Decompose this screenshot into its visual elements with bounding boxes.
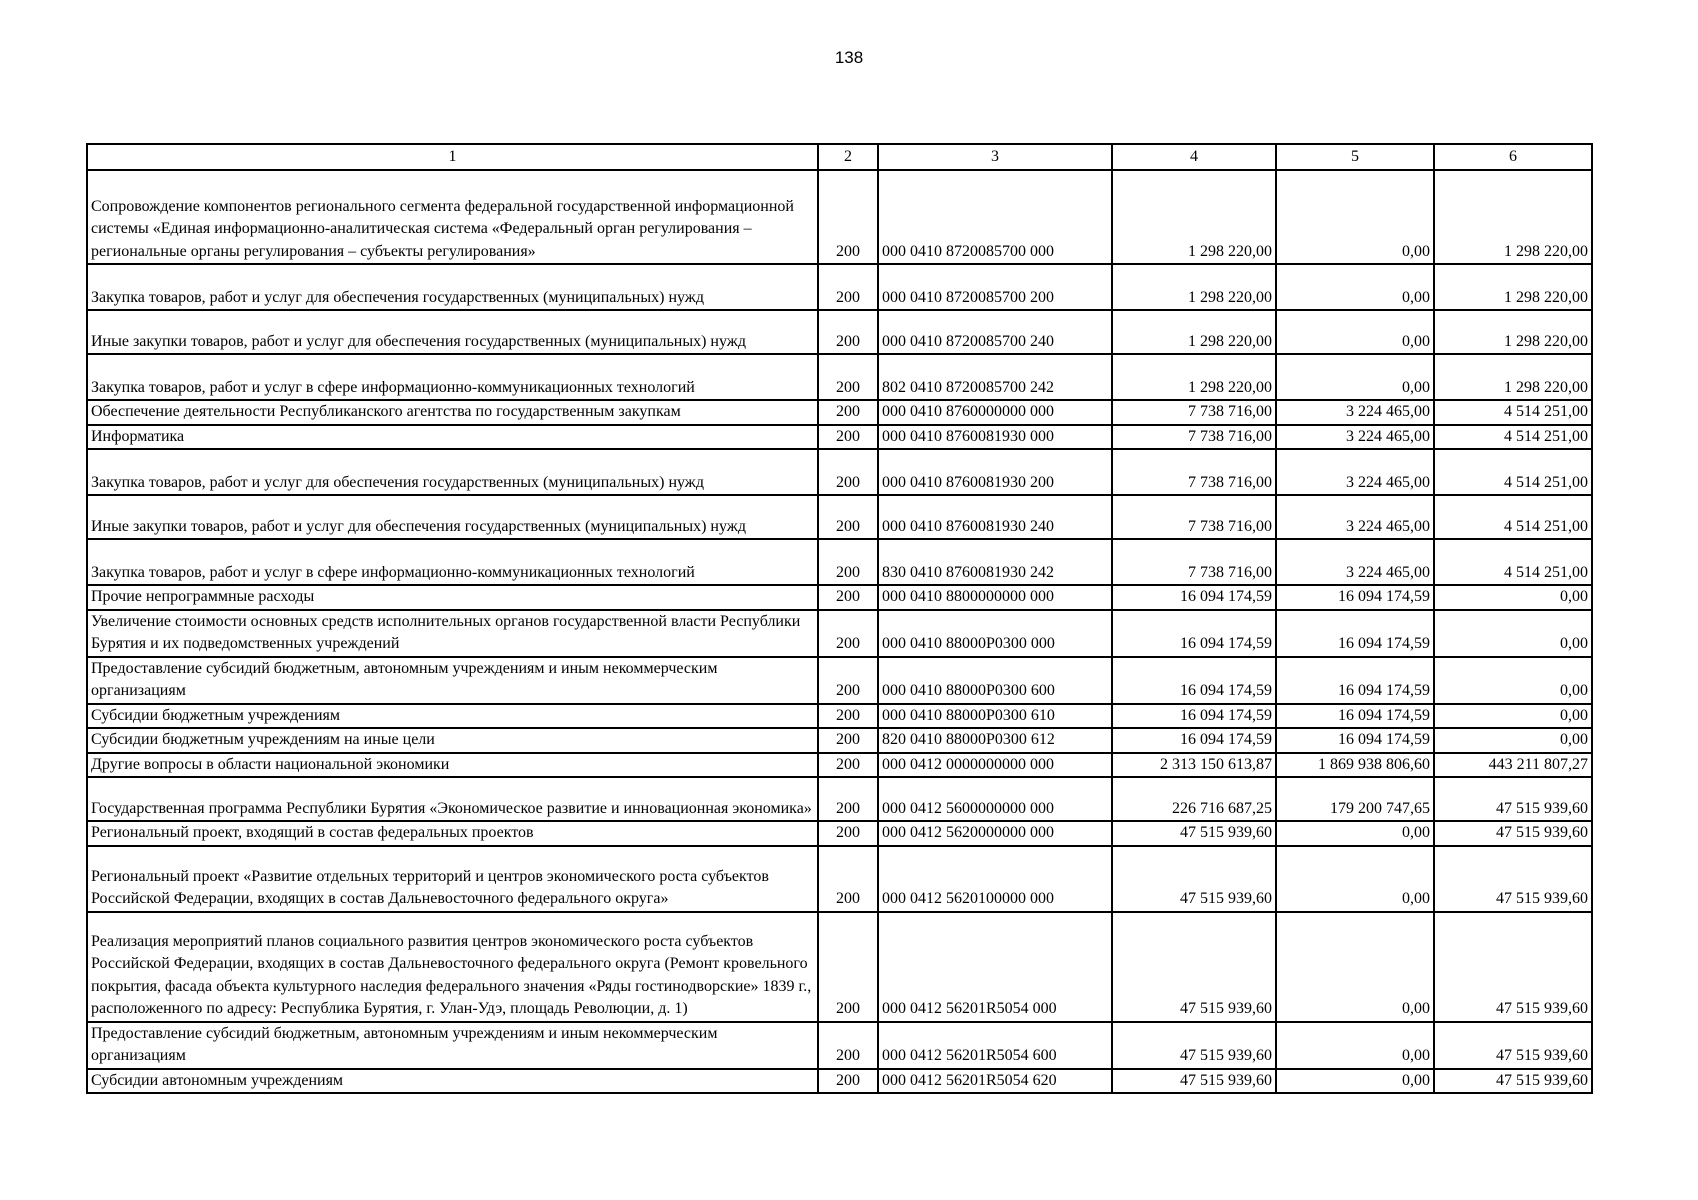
table-row	[87, 777, 1592, 821]
cell-description: Субсидии бюджетным учреждениям	[87, 704, 818, 729]
cell-code: 200	[818, 449, 878, 495]
table-row	[87, 310, 1592, 354]
cell-description: Государственная программа Республики Бурятия «Экономическое развитие и инновационная экономика»	[87, 777, 818, 821]
cell-amount-federal: 16 094 174,59	[1276, 657, 1434, 704]
cell-code: 200	[818, 495, 878, 539]
cell-budget-code: 802 0410 8720085700 242	[878, 354, 1112, 400]
cell-budget-code: 820 0410 88000Р0300 612	[878, 728, 1112, 753]
cell-budget-code: 000 0412 56201R5054 000	[878, 912, 1112, 1022]
cell-amount-republic: 0,00	[1434, 585, 1592, 610]
cell-amount-total: 16 094 174,59	[1112, 585, 1276, 610]
table-header	[87, 144, 1592, 170]
cell-amount-total: 47 515 939,60	[1112, 912, 1276, 1022]
table-row	[87, 449, 1592, 495]
cell-amount-republic: 47 515 939,60	[1434, 1069, 1592, 1094]
cell-budget-code: 000 0410 8760081930 200	[878, 449, 1112, 495]
cell-amount-republic: 47 515 939,60	[1434, 777, 1592, 821]
cell-budget-code: 000 0410 88000Р0300 600	[878, 657, 1112, 704]
cell-code: 200	[818, 777, 878, 821]
cell-description: Прочие непрограммные расходы	[87, 585, 818, 610]
cell-amount-total: 47 515 939,60	[1112, 846, 1276, 912]
cell-amount-total: 47 515 939,60	[1112, 1022, 1276, 1069]
cell-amount-total: 47 515 939,60	[1112, 1069, 1276, 1094]
cell-budget-code: 000 0410 88000Р0300 000	[878, 610, 1112, 657]
cell-code: 200	[818, 354, 878, 400]
cell-amount-republic: 4 514 251,00	[1434, 495, 1592, 539]
table-row	[87, 400, 1592, 425]
cell-description: Предоставление субсидий бюджетным, автономным учреждениям и иным некоммерческим организациям	[87, 657, 818, 704]
cell-amount-total: 1 298 220,00	[1112, 354, 1276, 400]
cell-description: Закупка товаров, работ и услуг в сфере информационно-коммуникационных технологий	[87, 539, 818, 585]
cell-code: 200	[818, 821, 878, 846]
cell-amount-federal: 0,00	[1276, 170, 1434, 264]
cell-amount-republic: 1 298 220,00	[1434, 354, 1592, 400]
cell-code: 200	[818, 846, 878, 912]
cell-amount-republic: 0,00	[1434, 610, 1592, 657]
cell-code: 200	[818, 610, 878, 657]
cell-amount-federal: 0,00	[1276, 310, 1434, 354]
column-header: 3	[878, 144, 1112, 170]
cell-amount-total: 16 094 174,59	[1112, 704, 1276, 729]
cell-budget-code: 000 0412 56201R5054 620	[878, 1069, 1112, 1094]
cell-code: 200	[818, 1069, 878, 1094]
cell-code: 200	[818, 728, 878, 753]
table-row	[87, 539, 1592, 585]
cell-description: Закупка товаров, работ и услуг для обеспечения государственных (муниципальных) нужд	[87, 264, 818, 310]
cell-amount-total: 16 094 174,59	[1112, 657, 1276, 704]
column-header: 5	[1276, 144, 1434, 170]
cell-amount-federal: 0,00	[1276, 912, 1434, 1022]
cell-amount-total: 1 298 220,00	[1112, 170, 1276, 264]
table-row	[87, 846, 1592, 912]
column-header: 4	[1112, 144, 1276, 170]
cell-amount-federal: 16 094 174,59	[1276, 610, 1434, 657]
page-number: 138	[834, 48, 864, 67]
cell-description: Субсидии автономным учреждениям	[87, 1069, 818, 1094]
cell-amount-republic: 4 514 251,00	[1434, 400, 1592, 425]
cell-amount-total: 47 515 939,60	[1112, 821, 1276, 846]
cell-amount-federal: 16 094 174,59	[1276, 704, 1434, 729]
cell-budget-code: 000 0410 8760081930 240	[878, 495, 1112, 539]
cell-code: 200	[818, 310, 878, 354]
cell-amount-republic: 443 211 807,27	[1434, 753, 1592, 778]
cell-amount-republic: 47 515 939,60	[1434, 1022, 1592, 1069]
cell-description: Субсидии бюджетным учреждениям на иные цели	[87, 728, 818, 753]
cell-description: Региональный проект, входящий в состав федеральных проектов	[87, 821, 818, 846]
cell-budget-code: 000 0412 0000000000 000	[878, 753, 1112, 778]
table-row	[87, 425, 1592, 450]
cell-amount-federal: 179 200 747,65	[1276, 777, 1434, 821]
cell-budget-code: 000 0412 5620100000 000	[878, 846, 1112, 912]
cell-amount-republic: 0,00	[1434, 728, 1592, 753]
header-row	[87, 144, 1592, 170]
cell-amount-federal: 3 224 465,00	[1276, 539, 1434, 585]
cell-amount-federal: 0,00	[1276, 264, 1434, 310]
cell-code: 200	[818, 753, 878, 778]
cell-amount-republic: 0,00	[1434, 657, 1592, 704]
cell-amount-republic: 4 514 251,00	[1434, 449, 1592, 495]
cell-amount-total: 2 313 150 613,87	[1112, 753, 1276, 778]
column-header: 1	[87, 144, 818, 170]
cell-budget-code: 000 0410 8800000000 000	[878, 585, 1112, 610]
cell-description: Обеспечение деятельности Республиканского агентства по государственным закупкам	[87, 400, 818, 425]
cell-description: Иные закупки товаров, работ и услуг для обеспечения государственных (муниципальных) нужд	[87, 495, 818, 539]
cell-amount-total: 7 738 716,00	[1112, 539, 1276, 585]
cell-amount-total: 7 738 716,00	[1112, 400, 1276, 425]
cell-amount-federal: 3 224 465,00	[1276, 425, 1434, 450]
cell-amount-republic: 1 298 220,00	[1434, 264, 1592, 310]
column-header: 6	[1434, 144, 1592, 170]
cell-amount-total: 16 094 174,59	[1112, 728, 1276, 753]
table-row	[87, 610, 1592, 657]
cell-code: 200	[818, 425, 878, 450]
table-row	[87, 704, 1592, 729]
table-row	[87, 753, 1592, 778]
table-body	[87, 170, 1592, 1093]
cell-amount-total: 7 738 716,00	[1112, 449, 1276, 495]
cell-amount-total: 7 738 716,00	[1112, 425, 1276, 450]
cell-code: 200	[818, 1022, 878, 1069]
cell-amount-federal: 3 224 465,00	[1276, 449, 1434, 495]
cell-amount-republic: 47 515 939,60	[1434, 846, 1592, 912]
cell-budget-code: 000 0410 8720085700 000	[878, 170, 1112, 264]
cell-code: 200	[818, 704, 878, 729]
cell-amount-total: 1 298 220,00	[1112, 310, 1276, 354]
cell-description: Информатика	[87, 425, 818, 450]
cell-amount-republic: 1 298 220,00	[1434, 170, 1592, 264]
cell-budget-code: 000 0410 8720085700 240	[878, 310, 1112, 354]
table-row	[87, 170, 1592, 264]
cell-amount-federal: 0,00	[1276, 1069, 1434, 1094]
cell-amount-republic: 4 514 251,00	[1434, 539, 1592, 585]
cell-amount-total: 7 738 716,00	[1112, 495, 1276, 539]
cell-amount-federal: 3 224 465,00	[1276, 495, 1434, 539]
cell-amount-republic: 47 515 939,60	[1434, 912, 1592, 1022]
cell-budget-code: 000 0412 5620000000 000	[878, 821, 1112, 846]
cell-code: 200	[818, 400, 878, 425]
table-row	[87, 657, 1592, 704]
cell-budget-code: 000 0410 8720085700 200	[878, 264, 1112, 310]
cell-amount-republic: 47 515 939,60	[1434, 821, 1592, 846]
cell-amount-federal: 0,00	[1276, 846, 1434, 912]
cell-amount-total: 16 094 174,59	[1112, 610, 1276, 657]
cell-code: 200	[818, 912, 878, 1022]
table-row	[87, 264, 1592, 310]
cell-code: 200	[818, 585, 878, 610]
cell-description: Предоставление субсидий бюджетным, автономным учреждениям и иным некоммерческим организациям	[87, 1022, 818, 1069]
budget-table	[86, 143, 1593, 1094]
cell-budget-code: 000 0410 8760081930 000	[878, 425, 1112, 450]
table-row	[87, 585, 1592, 610]
table-row	[87, 912, 1592, 1022]
table-row	[87, 354, 1592, 400]
cell-amount-republic: 0,00	[1434, 704, 1592, 729]
cell-amount-federal: 16 094 174,59	[1276, 728, 1434, 753]
cell-amount-federal: 1 869 938 806,60	[1276, 753, 1434, 778]
cell-amount-total: 1 298 220,00	[1112, 264, 1276, 310]
cell-code: 200	[818, 657, 878, 704]
cell-budget-code: 830 0410 8760081930 242	[878, 539, 1112, 585]
cell-code: 200	[818, 170, 878, 264]
cell-description: Сопровождение компонентов регионального сегмента федеральной государственной информационной системы «Единая информационно-аналитическая система «Федеральный орган регулирования – региональные органы регулирования – субъекты регулирования»	[87, 170, 818, 264]
cell-code: 200	[818, 539, 878, 585]
cell-amount-federal: 0,00	[1276, 354, 1434, 400]
cell-budget-code: 000 0412 5600000000 000	[878, 777, 1112, 821]
cell-amount-federal: 0,00	[1276, 1022, 1434, 1069]
table-row	[87, 1022, 1592, 1069]
cell-code: 200	[818, 264, 878, 310]
cell-amount-republic: 4 514 251,00	[1434, 425, 1592, 450]
cell-description: Иные закупки товаров, работ и услуг для обеспечения государственных (муниципальных) нужд	[87, 310, 818, 354]
cell-description: Реализация мероприятий планов социального развития центров экономического роста субъектов Российской Федерации, входящих в состав Дальневосточного федерального округа (Ремонт кровельного покрытия, фасада объекта культурного наследия федерального значения «Ряды гостинодворские» 1839 г., расположенного по адресу: Республика Бурятия, г. Улан-Удэ, площадь Революции, д. 1)	[87, 912, 818, 1022]
cell-budget-code: 000 0410 8760000000 000	[878, 400, 1112, 425]
cell-amount-federal: 0,00	[1276, 821, 1434, 846]
cell-description: Закупка товаров, работ и услуг для обеспечения государственных (муниципальных) нужд	[87, 449, 818, 495]
cell-budget-code: 000 0410 88000Р0300 610	[878, 704, 1112, 729]
cell-amount-total: 226 716 687,25	[1112, 777, 1276, 821]
cell-description: Другие вопросы в области национальной экономики	[87, 753, 818, 778]
cell-budget-code: 000 0412 56201R5054 600	[878, 1022, 1112, 1069]
cell-description: Региональный проект «Развитие отдельных территорий и центров экономического роста субъектов Российской Федерации, входящих в состав Дальневосточного федерального округа»	[87, 846, 818, 912]
table-row	[87, 728, 1592, 753]
column-header: 2	[818, 144, 878, 170]
cell-amount-federal: 3 224 465,00	[1276, 400, 1434, 425]
table-row	[87, 1069, 1592, 1094]
cell-description: Закупка товаров, работ и услуг в сфере информационно-коммуникационных технологий	[87, 354, 818, 400]
table-row	[87, 821, 1592, 846]
table-row	[87, 495, 1592, 539]
cell-description: Увеличение стоимости основных средств исполнительных органов государственной власти Республики Бурятия и их подведомственных учреждений	[87, 610, 818, 657]
cell-amount-republic: 1 298 220,00	[1434, 310, 1592, 354]
cell-amount-federal: 16 094 174,59	[1276, 585, 1434, 610]
